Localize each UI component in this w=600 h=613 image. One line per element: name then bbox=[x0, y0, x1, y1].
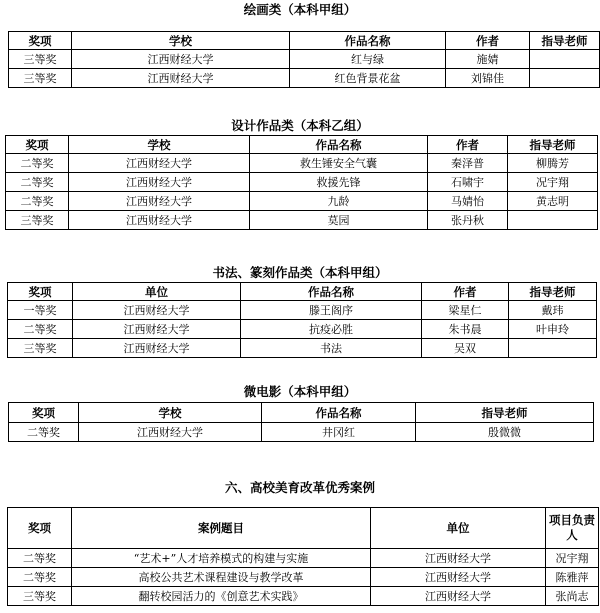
table-cell: 二等奖 bbox=[6, 192, 69, 211]
calligraphy-awards-table bbox=[7, 282, 597, 358]
table-cell: 江西财经大学 bbox=[72, 50, 290, 69]
table-cell: 救援先锋 bbox=[250, 173, 428, 192]
column-header: 作品名称 bbox=[290, 32, 446, 50]
table-cell: 江西财经大学 bbox=[371, 587, 546, 606]
table-row bbox=[9, 423, 594, 442]
table-cell: 书法 bbox=[241, 339, 422, 358]
table-cell: 江西财经大学 bbox=[79, 423, 262, 442]
table-cell bbox=[509, 339, 597, 358]
table-cell: 一等奖 bbox=[8, 301, 73, 320]
section-title-calligraphy: 书法、篆刻作品类（本科甲组） bbox=[212, 265, 388, 280]
table-row bbox=[8, 301, 597, 320]
table-row bbox=[8, 568, 599, 587]
column-header: 作品名称 bbox=[262, 403, 416, 423]
table-row bbox=[8, 339, 597, 358]
table-cell: 江西财经大学 bbox=[72, 69, 290, 88]
table-cell: 三等奖 bbox=[9, 50, 72, 69]
column-header: 项目负责人 bbox=[546, 508, 599, 549]
table-cell: 二等奖 bbox=[8, 320, 73, 339]
table-cell: 二等奖 bbox=[9, 423, 79, 442]
design-awards-table bbox=[5, 135, 598, 230]
column-header: 作品名称 bbox=[241, 283, 422, 301]
section-title-reform-cases: 六、高校美育改革优秀案例 bbox=[224, 480, 375, 495]
painting-awards-table bbox=[8, 31, 600, 88]
section-title-design: 设计作品类（本科乙组） bbox=[231, 118, 369, 133]
table-cell: 况宇翔 bbox=[508, 173, 598, 192]
table-row bbox=[6, 154, 598, 173]
header-row bbox=[8, 508, 599, 549]
table-row bbox=[8, 549, 599, 568]
table-cell: 秦泽普 bbox=[428, 154, 508, 173]
table-cell: 二等奖 bbox=[6, 173, 69, 192]
column-header: 指导老师 bbox=[530, 32, 600, 50]
table-cell: 柳腾芳 bbox=[508, 154, 598, 173]
table-row bbox=[9, 50, 600, 69]
table-cell: 戴玮 bbox=[509, 301, 597, 320]
table-cell: 张尚志 bbox=[546, 587, 599, 606]
table-cell: 陈雅萍 bbox=[546, 568, 599, 587]
table-row bbox=[6, 192, 598, 211]
column-header: 单位 bbox=[73, 283, 241, 301]
table-cell: 石啸宇 bbox=[428, 173, 508, 192]
table-cell: 救生锤安全气囊 bbox=[250, 154, 428, 173]
table-cell: 三等奖 bbox=[8, 339, 73, 358]
table-cell: 梁星仁 bbox=[422, 301, 509, 320]
table-cell: 三等奖 bbox=[9, 69, 72, 88]
table-cell: 江西财经大学 bbox=[69, 211, 250, 230]
column-header: 奖项 bbox=[8, 283, 73, 301]
table-cell: 江西财经大学 bbox=[371, 549, 546, 568]
column-header: 学校 bbox=[72, 32, 290, 50]
table-cell: 黄志明 bbox=[508, 192, 598, 211]
table-cell: 江西财经大学 bbox=[371, 568, 546, 587]
column-header: 奖项 bbox=[8, 508, 72, 549]
header-row bbox=[6, 136, 598, 154]
table-cell: 二等奖 bbox=[6, 154, 69, 173]
table-cell: 三等奖 bbox=[8, 587, 72, 606]
table-cell: 高校公共艺术课程建设与教学改革 bbox=[72, 568, 371, 587]
table-cell: 江西财经大学 bbox=[73, 301, 241, 320]
column-header: 奖项 bbox=[9, 403, 79, 423]
table-cell: 吴双 bbox=[422, 339, 509, 358]
table-row bbox=[6, 211, 598, 230]
table-row bbox=[8, 587, 599, 606]
column-header: 指导老师 bbox=[416, 403, 594, 423]
column-header: 奖项 bbox=[6, 136, 69, 154]
table-cell: “艺术+”人才培养模式的构建与实施 bbox=[72, 549, 371, 568]
column-header: 作品名称 bbox=[250, 136, 428, 154]
column-header: 单位 bbox=[371, 508, 546, 549]
table-cell: 马婧怡 bbox=[428, 192, 508, 211]
table-cell: 殷微微 bbox=[416, 423, 594, 442]
column-header: 奖项 bbox=[9, 32, 72, 50]
column-header: 学校 bbox=[69, 136, 250, 154]
table-row bbox=[6, 173, 598, 192]
table-cell: 莫园 bbox=[250, 211, 428, 230]
table-cell: 况宇翔 bbox=[546, 549, 599, 568]
table-cell bbox=[508, 211, 598, 230]
table-row bbox=[9, 69, 600, 88]
header-row bbox=[9, 32, 600, 50]
column-header: 作者 bbox=[446, 32, 530, 50]
table-cell: 红与绿 bbox=[290, 50, 446, 69]
section-title-micro-film: 微电影（本科甲组） bbox=[243, 384, 357, 399]
header-row bbox=[8, 283, 597, 301]
table-cell: 井冈红 bbox=[262, 423, 416, 442]
table-row bbox=[8, 320, 597, 339]
table-cell: 叶申玲 bbox=[509, 320, 597, 339]
reform-cases-table bbox=[7, 507, 599, 606]
table-cell bbox=[530, 50, 600, 69]
table-cell: 二等奖 bbox=[8, 549, 72, 568]
table-cell: 二等奖 bbox=[8, 568, 72, 587]
table-cell: 翻转校园活力的《创意艺术实践》 bbox=[72, 587, 371, 606]
column-header: 指导老师 bbox=[509, 283, 597, 301]
table-cell: 刘锦佳 bbox=[446, 69, 530, 88]
column-header: 案例题目 bbox=[72, 508, 371, 549]
table-cell: 江西财经大学 bbox=[69, 173, 250, 192]
table-cell: 江西财经大学 bbox=[69, 154, 250, 173]
column-header: 指导老师 bbox=[508, 136, 598, 154]
table-cell: 江西财经大学 bbox=[73, 320, 241, 339]
column-header: 作者 bbox=[422, 283, 509, 301]
micro-film-awards-table bbox=[8, 402, 594, 442]
table-cell: 三等奖 bbox=[6, 211, 69, 230]
table-cell: 江西财经大学 bbox=[73, 339, 241, 358]
column-header: 学校 bbox=[79, 403, 262, 423]
table-cell: 施婧 bbox=[446, 50, 530, 69]
table-cell bbox=[530, 69, 600, 88]
table-cell: 张丹秋 bbox=[428, 211, 508, 230]
section-title-painting: 绘画类（本科甲组） bbox=[243, 2, 357, 17]
header-row bbox=[9, 403, 594, 423]
table-cell: 朱书晨 bbox=[422, 320, 509, 339]
table-cell: 红色背景花盆 bbox=[290, 69, 446, 88]
table-cell: 抗疫必胜 bbox=[241, 320, 422, 339]
column-header: 作者 bbox=[428, 136, 508, 154]
table-cell: 九龄 bbox=[250, 192, 428, 211]
table-cell: 江西财经大学 bbox=[69, 192, 250, 211]
table-cell: 滕王阁序 bbox=[241, 301, 422, 320]
